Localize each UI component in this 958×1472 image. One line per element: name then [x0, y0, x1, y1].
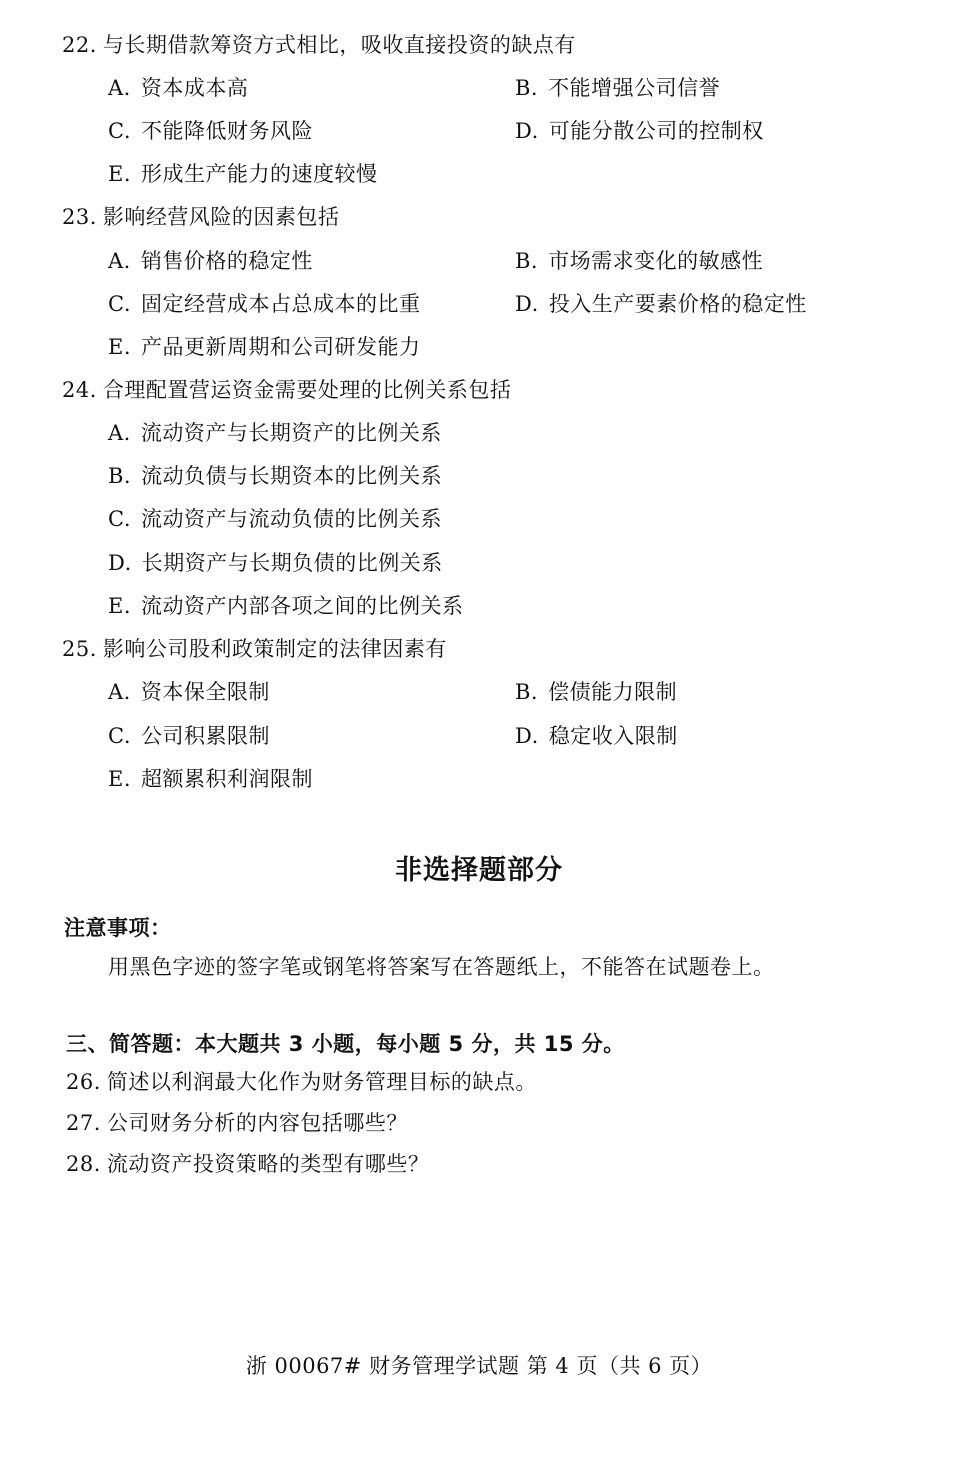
notice-title: 注意事项：: [64, 916, 172, 940]
option-text: 稳定收入限制: [548, 724, 678, 748]
option-letter: B.: [108, 464, 132, 488]
question-text: 流动资产投资策略的类型有哪些？: [106, 1152, 430, 1176]
option-letter: E.: [108, 767, 132, 791]
option-letter: D.: [515, 724, 539, 748]
question-number: 25.: [62, 637, 97, 661]
question-23: [62, 204, 339, 230]
option-text: 偿债能力限制: [548, 680, 678, 704]
option-letter: E.: [108, 162, 132, 186]
option-text: 投入生产要素价格的稳定性: [548, 292, 807, 316]
option-letter: D.: [515, 292, 539, 316]
option-25-c: [108, 723, 270, 749]
option-text: 流动负债与长期资本的比例关系: [141, 464, 443, 488]
option-25-a: [108, 679, 270, 705]
section-3-heading: 三、简答题：本大题共 3 小题，每小题 5 分，共 15 分。: [66, 1032, 625, 1056]
option-text: 资本保全限制: [140, 680, 270, 704]
option-text: 资本成本高: [140, 76, 249, 100]
section-title: 非选择题部分: [395, 855, 563, 886]
question-number: 23.: [62, 205, 97, 229]
question-text: 合理配置营运资金需要处理的比例关系包括: [102, 378, 512, 402]
option-text: 超额累积利润限制: [141, 767, 314, 791]
question-text: 与长期借款筹资方式相比，吸收直接投资的缺点有: [102, 33, 576, 57]
page-footer: 浙 00067# 财务管理学试题 第 4 页（共 6 页）: [245, 1354, 713, 1378]
option-letter: B.: [515, 249, 539, 273]
option-22-d: [515, 118, 764, 144]
question-24: [62, 377, 511, 403]
option-text: 流动资产与长期资产的比例关系: [140, 421, 442, 445]
option-letter: E.: [108, 335, 132, 359]
option-text: 流动资产内部各项之间的比例关系: [141, 594, 464, 618]
option-text: 可能分散公司的控制权: [548, 119, 764, 143]
option-letter: A.: [108, 76, 131, 100]
option-24-e: [108, 593, 464, 619]
option-22-e: [108, 161, 378, 187]
option-22-a: [108, 75, 248, 101]
option-23-d: [515, 291, 807, 317]
option-letter: C.: [108, 119, 131, 143]
option-24-c: [108, 506, 442, 532]
question-text: 公司财务分析的内容包括哪些？: [106, 1111, 408, 1135]
option-24-b: [108, 463, 442, 489]
question-text: 影响经营风险的因素包括: [102, 205, 340, 229]
option-22-c: [108, 118, 313, 144]
option-letter: B.: [515, 76, 539, 100]
option-23-e: [108, 334, 421, 360]
option-25-d: [515, 723, 678, 749]
option-22-b: [515, 75, 720, 101]
option-text: 销售价格的稳定性: [140, 249, 313, 273]
option-text: 形成生产能力的速度较慢: [141, 162, 378, 186]
question-number: 27.: [66, 1111, 101, 1135]
option-text: 产品更新周期和公司研发能力: [141, 335, 421, 359]
option-text: 公司积累限制: [141, 724, 270, 748]
question-27: [66, 1110, 408, 1136]
option-letter: C.: [108, 292, 131, 316]
option-text: 固定经营成本占总成本的比重: [141, 292, 421, 316]
question-text: 影响公司股利政策制定的法律因素有: [102, 637, 447, 661]
question-number: 26.: [66, 1070, 101, 1094]
notice-text: 用黑色字迹的签字笔或钢笔将答案写在答题纸上，不能答在试题卷上。: [108, 955, 775, 979]
option-letter: B.: [515, 680, 539, 704]
option-text: 长期资产与长期负债的比例关系: [141, 551, 443, 575]
option-text: 流动资产与流动负债的比例关系: [141, 507, 442, 531]
question-25: [62, 636, 447, 662]
option-letter: A.: [108, 421, 131, 445]
option-letter: D.: [108, 551, 132, 575]
question-26: [66, 1069, 537, 1095]
question-number: 28.: [66, 1152, 101, 1176]
option-25-b: [515, 679, 677, 705]
option-23-c: [108, 291, 421, 317]
question-22: [62, 32, 576, 58]
option-letter: D.: [515, 119, 539, 143]
question-28: [66, 1151, 429, 1177]
option-25-e: [108, 766, 313, 792]
question-number: 24.: [62, 378, 97, 402]
option-text: 不能增强公司信誉: [548, 76, 721, 100]
question-number: 22.: [62, 33, 97, 57]
option-letter: C.: [108, 724, 131, 748]
option-letter: E.: [108, 594, 132, 618]
option-letter: A.: [108, 249, 131, 273]
option-letter: A.: [108, 680, 131, 704]
option-23-b: [515, 248, 763, 274]
option-text: 不能降低财务风险: [141, 119, 313, 143]
option-24-a: [108, 420, 442, 446]
option-letter: C.: [108, 507, 131, 531]
option-24-d: [108, 550, 443, 576]
option-text: 市场需求变化的敏感性: [548, 249, 764, 273]
question-text: 简述以利润最大化作为财务管理目标的缺点。: [106, 1070, 537, 1094]
option-23-a: [108, 248, 313, 274]
